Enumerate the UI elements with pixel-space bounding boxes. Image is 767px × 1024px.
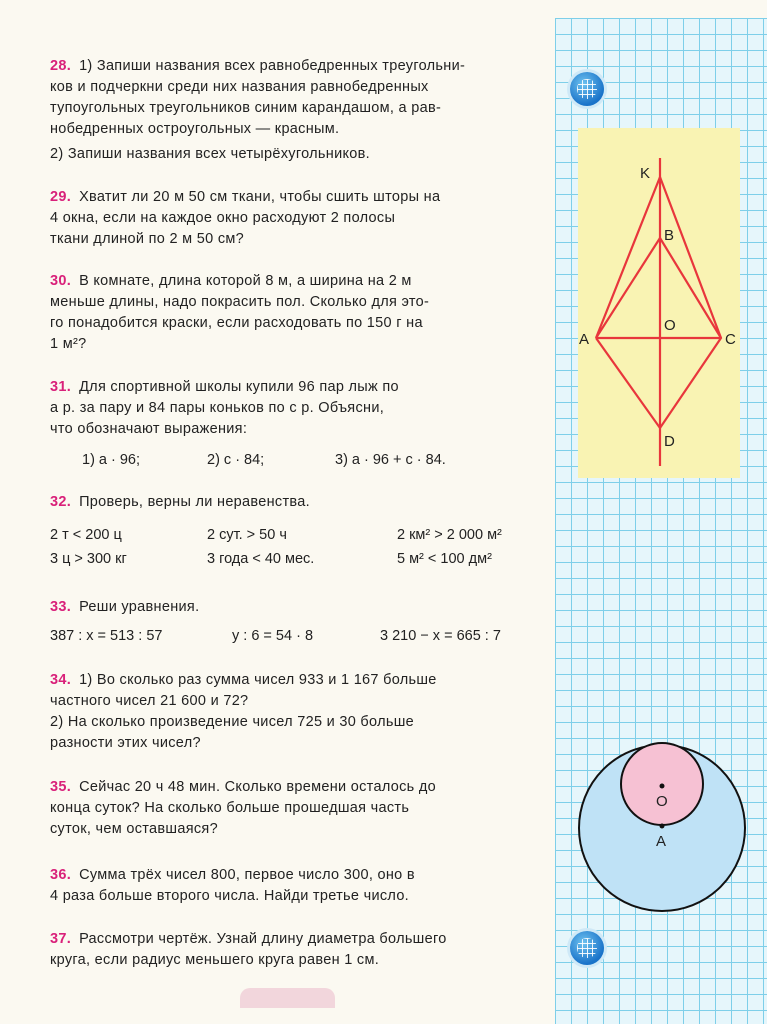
- vertex-label-o: O: [664, 317, 676, 334]
- task-37: 37. Рассмотри чертёж. Узнай длину диаметра большего круга, если радиус меньшего круга равен 1 см.: [50, 931, 447, 968]
- inequality: 2 км² > 2 000 м²: [397, 527, 502, 543]
- task-34: 34. 1) Во сколько раз сумма чисел 933 и 1 167 больше частного чисел 21 600 и 72? 2) На сколько произведение чисел 725 и 30 больше разности этих чисел?: [50, 672, 437, 751]
- equation: y : 6 = 54 · 8: [232, 628, 314, 644]
- expression-2: 2) c · 84;: [207, 452, 265, 468]
- vertex-label-a: A: [579, 331, 590, 348]
- task-number: 37.: [50, 931, 72, 947]
- expression-1: 1) a · 96;: [82, 452, 141, 468]
- point-label-a: A: [656, 833, 667, 850]
- center-label-o: O: [656, 793, 668, 810]
- vertex-label-c: C: [725, 331, 736, 348]
- inequality: 3 года < 40 мес.: [207, 551, 315, 567]
- task-36: 36. Сумма трёх чисел 800, первое число 300, оно в 4 раза больше второго числа. Найди третье число.: [50, 867, 415, 904]
- task-number: 34.: [50, 672, 72, 688]
- sidebar-top-margin: [555, 0, 767, 18]
- vertex-label-k: K: [640, 165, 651, 182]
- task-number: 30.: [50, 273, 72, 289]
- task-33: 33. Реши уравнения.: [50, 599, 200, 615]
- circles-figure: [578, 742, 750, 914]
- task-number: 35.: [50, 779, 72, 795]
- task-number: 33.: [50, 599, 72, 615]
- task-number: 28.: [50, 58, 72, 74]
- vertex-label-d: D: [664, 433, 675, 450]
- task-32: 32. Проверь, верны ли неравенства.: [50, 494, 310, 510]
- task-35: 35. Сейчас 20 ч 48 мин. Сколько времени осталось до конца суток? На сколько больше прошедшая часть суток, чем оставшаяся?: [50, 779, 436, 837]
- vertex-label-b: B: [664, 227, 675, 244]
- page-tab: [240, 988, 335, 1008]
- task-number: 36.: [50, 867, 72, 883]
- task-30: 30. В комнате, длина которой 8 м, а ширина на 2 м меньше длины, надо покрасить пол. Сколько для это- го понадобится краски, если расходовать по 150 г на 1 м²?: [50, 273, 430, 352]
- globe-icon: [570, 931, 604, 965]
- rhombus-figure: [578, 128, 740, 478]
- task-31: 31. Для спортивной школы купили 96 пар лыж по a р. за пару и 84 пары коньков по c р. Объясни, что обозначают выражения:: [50, 379, 399, 437]
- inequality: 2 т < 200 ц: [50, 527, 122, 543]
- task-28: 28. 1) Запиши названия всех равнобедренных треугольни- ков и подчеркни среди них названия равнобедренных тупоугольных треугольников синим карандашом, а рав- нобедренных остроугольных — красным. 2) Запиши названия всех четырёхугольников.: [50, 58, 466, 162]
- expression-3: 3) a · 96 + c · 84.: [335, 452, 446, 468]
- equation: 387 : x = 513 : 57: [50, 628, 163, 644]
- task-29: 29. Хватит ли 20 м 50 см ткани, чтобы сшить шторы на 4 окна, если на каждое окно расходуют 2 полосы ткани длиной по 2 м 50 см?: [50, 189, 441, 247]
- inequality: 3 ц > 300 кг: [50, 551, 127, 567]
- equation: 3 210 − x = 665 : 7: [380, 628, 501, 644]
- inequality: 2 сут. > 50 ч: [207, 527, 287, 543]
- task-number: 32.: [50, 494, 72, 510]
- task-number: 29.: [50, 189, 72, 205]
- globe-icon: [570, 72, 604, 106]
- inequality: 5 м² < 100 дм²: [397, 551, 492, 567]
- task-number: 31.: [50, 379, 72, 395]
